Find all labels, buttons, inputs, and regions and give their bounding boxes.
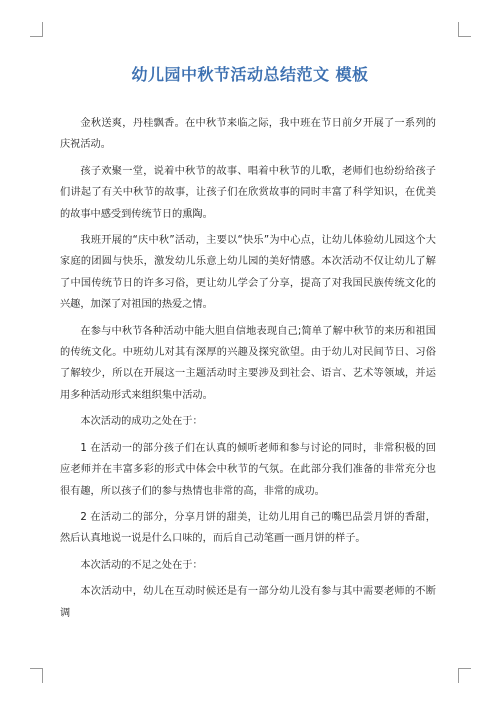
crop-mark-top-left bbox=[30, 22, 43, 37]
paragraph: 本次活动的不足之处在于： bbox=[80, 559, 203, 571]
crop-mark-top-right bbox=[458, 22, 471, 37]
paragraph: 1 在活动一的部分孩子们在认真的倾听老师和参与讨论的同时，非常积极的回应老师并在丰富多彩的形式中体会中秋节的气氛。在此部分我们准备的非常充分也很有趣，所以孩子们的参与热情也非常的高，非常的成功。 bbox=[60, 442, 436, 497]
paragraph: 我班开展的“庆中秋”活动，主要以“快乐”为中心点，让幼儿体验幼儿园这个大家庭的团圆与快乐，激发幼儿乐意上幼儿园的美好情感。本次活动不仅让幼儿了解了中国传统节日的许多习俗，更让幼儿学会了分享，提高了对我国民族传统文化的兴趣，加深了对祖国的热爱之情。 bbox=[60, 235, 436, 311]
paragraph: 本次活动的成功之处在于： bbox=[80, 416, 203, 428]
crop-mark-bottom-right bbox=[458, 668, 471, 683]
paragraph: 孩子欢聚一堂，说着中秋节的故事、唱着中秋节的儿歌，老师们也纷纷给孩子们讲起了有关中秋节的故事，让孩子们在欣赏故事的同时丰富了科学知识，在优美的故事中感受到传统节日的熏陶。 bbox=[60, 165, 436, 220]
paragraph: 本次活动中，幼儿在互动时候还是有一部分幼儿没有参与其中需要老师的不断调 bbox=[60, 586, 436, 619]
paragraph: 在参与中秋节各种活动中能大胆自信地表现自己;简单了解中秋节的来历和祖国的传统文化。中班幼儿对其有深厚的兴趣及探究欲望。由于幼儿对民间节日、习俗了解较少，所以在开展这一主题活动时主要涉及到社会、语言、艺术等领域，并运用多种活动形式来组织集中活动。 bbox=[60, 325, 436, 401]
paragraph: 金秋送爽，丹桂飘香。在中秋节来临之际，我中班在节日前夕开展了一系列的庆祝活动。 bbox=[60, 118, 436, 151]
document-body bbox=[60, 113, 436, 629]
paragraph: 2 在活动二的部分，分享月饼的甜美，让幼儿用自己的嘴巴品尝月饼的香甜，然后认真地说一说是什么口味的，而后自己动笔画一画月饼的样子。 bbox=[60, 511, 436, 545]
document-title: 幼儿园中秋节活动总结范文 模板 bbox=[131, 65, 369, 84]
crop-mark-bottom-left bbox=[30, 668, 43, 683]
